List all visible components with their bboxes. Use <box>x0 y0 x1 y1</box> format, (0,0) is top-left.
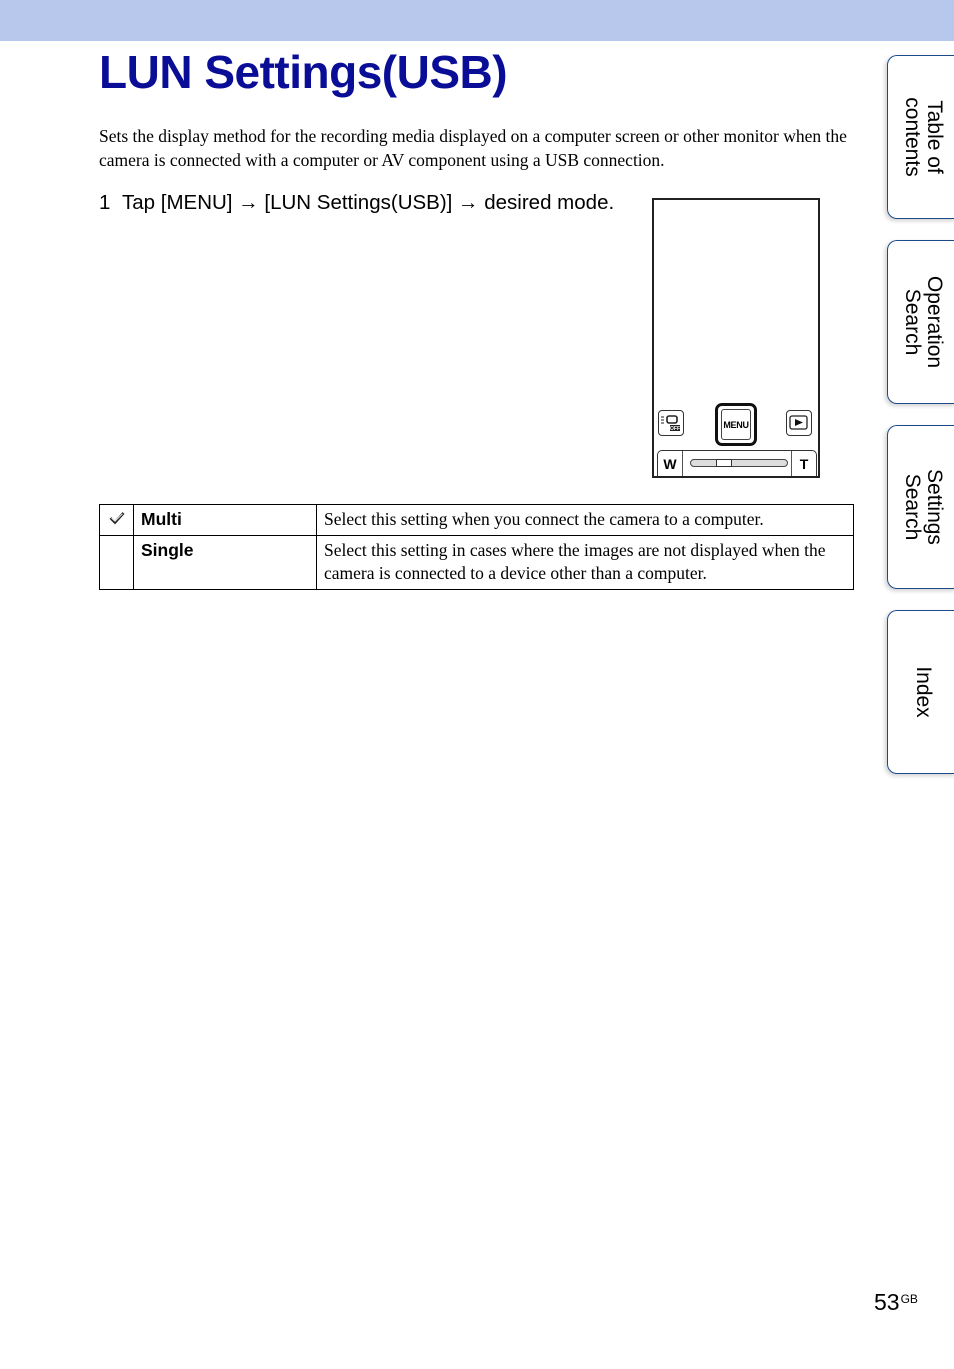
tab-label: Table of contents <box>900 97 946 177</box>
tab-index[interactable] <box>887 610 954 774</box>
zoom-tele-label: T <box>791 451 816 476</box>
tab-label: Operation Search <box>900 275 946 369</box>
mode-description: Select this setting in cases where the images are not displayed when the camera is connected to a device other than a computer. <box>317 536 854 590</box>
mode-table <box>99 504 854 590</box>
off-label: OFF <box>670 426 680 432</box>
default-marker-cell <box>100 536 134 590</box>
zoom-wide-label: W <box>658 451 683 476</box>
menu-button <box>715 403 757 446</box>
mode-name: Multi <box>134 505 317 536</box>
step-number: 1 <box>99 191 111 214</box>
mode-description: Select this setting when you connect the camera to a computer. <box>317 505 854 536</box>
header-band <box>0 0 954 41</box>
default-marker-cell <box>100 505 134 536</box>
check-icon <box>109 511 125 530</box>
tab-operation-search[interactable] <box>887 240 954 404</box>
intro-paragraph: Sets the display method for the recording media displayed on a computer screen or other monitor when the camera is connected with a computer or AV component using a USB connection. <box>99 126 847 170</box>
tab-settings-search[interactable] <box>887 425 954 589</box>
tab-table-of-contents[interactable] <box>887 55 954 219</box>
zoom-lever <box>657 450 817 476</box>
menu-label: MENU <box>721 409 751 440</box>
table-row <box>100 536 854 590</box>
camera-screen-illustration <box>652 198 820 478</box>
step-1 <box>99 188 619 218</box>
page-suffix: GB <box>900 1292 918 1306</box>
tab-label: Index <box>911 666 935 718</box>
step-text: Tap [MENU] → [LUN Settings(USB)] → desired mode. <box>122 191 615 214</box>
zoom-thumb <box>716 459 732 467</box>
table-row <box>100 505 854 536</box>
zoom-track <box>690 459 788 467</box>
tab-label: Settings Search <box>900 469 946 545</box>
playback-icon <box>786 410 812 436</box>
smile-shutter-off-icon <box>658 410 684 436</box>
page-title: LUN Settings(USB) <box>99 46 508 98</box>
mode-name: Single <box>134 536 317 590</box>
page-number: $53^{GB}$ <box>874 1289 918 1315</box>
